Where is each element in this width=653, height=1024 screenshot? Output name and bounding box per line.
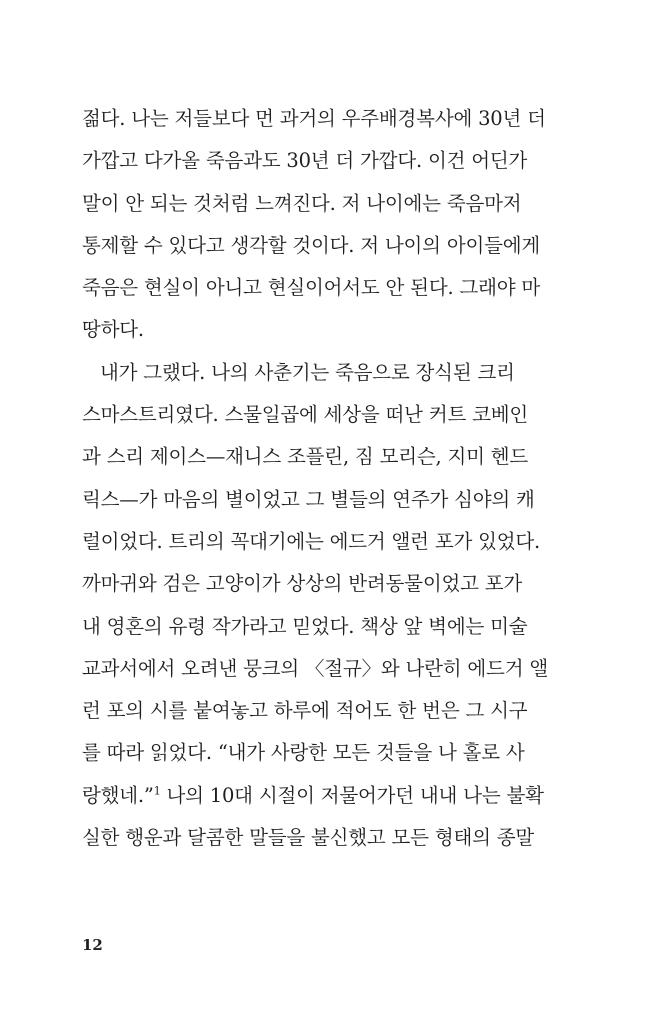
text-line: 죽음은 현실이 아니고 현실이어서도 안 된다. 그래야 마 xyxy=(82,276,541,300)
text-line: 과 스리 제이스—재니스 조플린, 짐 모리슨, 지미 헨드 xyxy=(82,445,529,469)
text-line: 교과서에서 오려낸 뭉크의 〈절규〉와 나란히 에드거 앨 xyxy=(82,656,548,680)
text-line: 까마귀와 검은 고양이가 상상의 반려동물이었고 포가 xyxy=(82,572,523,596)
body-text xyxy=(82,98,552,859)
footnote-marker: 1 xyxy=(153,784,161,798)
text-line: 런 포의 시를 붙여놓고 하루에 적어도 한 번은 그 시구 xyxy=(82,699,528,723)
text-line: 내 영혼의 유령 작가라고 믿었다. 책상 앞 벽에는 미술 xyxy=(82,614,528,638)
text-line: 통제할 수 있다고 생각할 것이다. 저 나이의 아이들에게 xyxy=(82,233,541,257)
text-line: 럴이었다. 트리의 꼭대기에는 에드거 앨런 포가 있었다. xyxy=(82,529,541,553)
text-line: 땅하다. xyxy=(82,318,144,342)
page-number: 12 xyxy=(82,936,103,954)
text-line: 말이 안 되는 것처럼 느껴진다. 저 나이에는 죽음마저 xyxy=(82,191,522,215)
text-line-with-footnote xyxy=(82,775,552,817)
text-line: 젊다. 나는 저들보다 먼 과거의 우주배경복사에 30년 더 xyxy=(82,107,546,130)
line-continuation-text: 나의 10대 시절이 저물어가던 내내 나는 불확 xyxy=(166,783,544,807)
paragraph-first-line: 내가 그랬다. 나의 사춘기는 죽음으로 장식된 크리 xyxy=(100,360,515,384)
text-line: 스마스트리였다. 스물일곱에 세상을 떠난 커트 코베인 xyxy=(82,403,529,427)
text-line: 를 따라 읽었다. “내가 사랑한 모든 것들을 나 홀로 사 xyxy=(82,741,525,765)
text-line: 가깝고 다가올 죽음과도 30년 더 가깝다. 이건 어딘가 xyxy=(82,149,528,173)
text-line: 실한 행운과 달콤한 말들을 불신했고 모든 형태의 종말 xyxy=(82,826,535,850)
quote-end-text: 랑했네.” xyxy=(82,783,154,807)
text-line: 릭스—가 마음의 별이었고 그 별들의 연주가 심야의 캐 xyxy=(82,487,535,511)
